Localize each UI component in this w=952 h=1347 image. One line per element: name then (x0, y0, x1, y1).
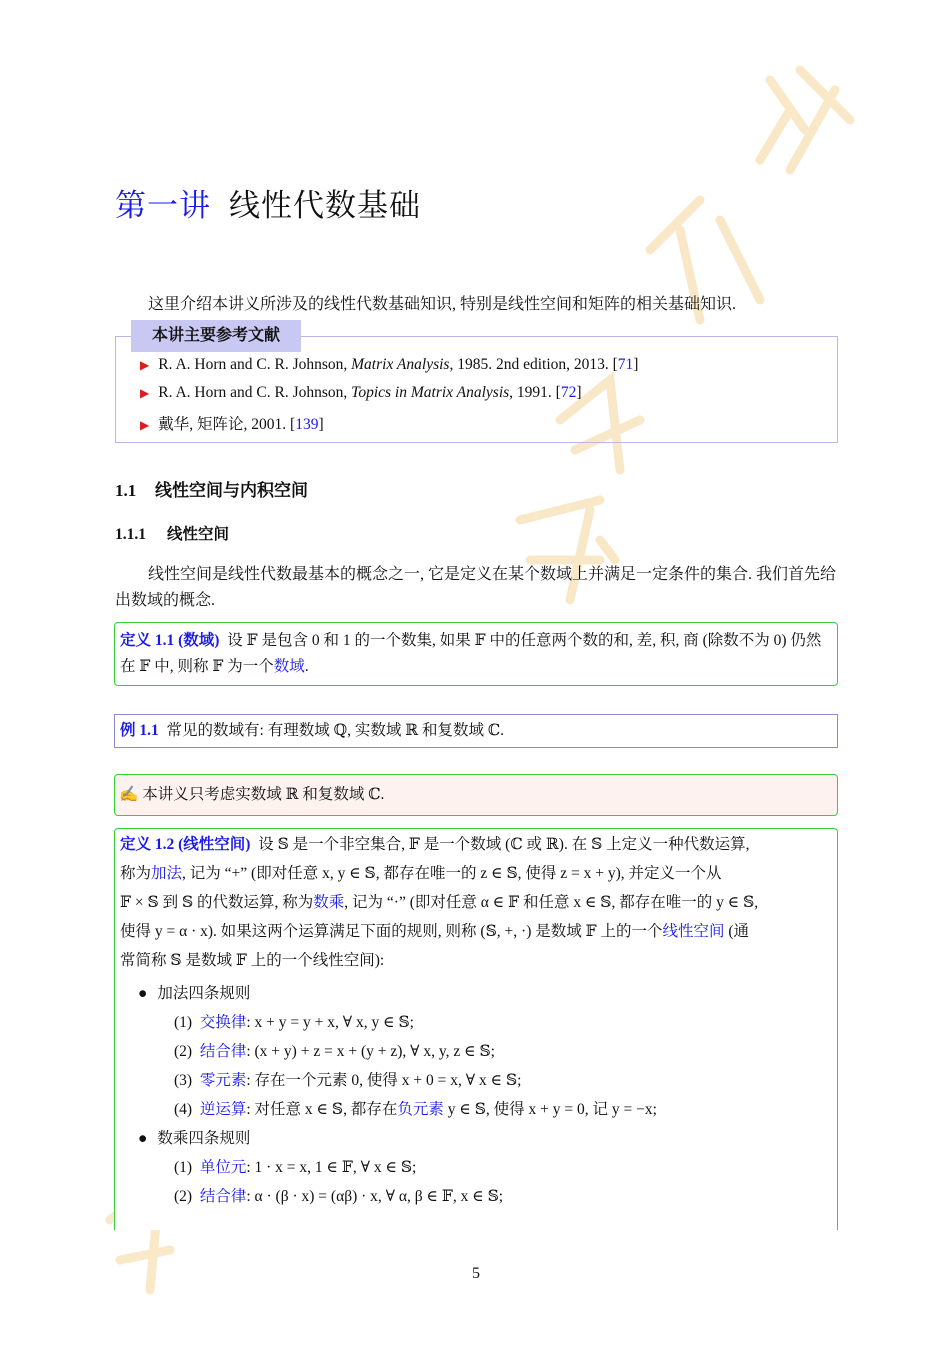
example-label: 例 1.1 (120, 722, 159, 739)
citation-link[interactable]: 71 (617, 356, 634, 373)
pencil-icon: ✍ (119, 786, 139, 803)
citation-link[interactable]: 139 (295, 416, 319, 433)
triangle-bullet-icon: ▶ (140, 386, 150, 400)
subsection-heading: 1.1.1 线性空间 (115, 526, 230, 543)
rule-group-heading: ● 数乘四条规则 (138, 1130, 251, 1147)
reference-item: ▶ R. A. Horn and C. R. Johnson, Matrix Analysis, 1985. 2nd edition, 2013. [71] (140, 356, 639, 373)
rule-item: (2) 结合律: α · (β · x) = (αβ) · x, ∀ α, β ∈ 𝔽, x ∈ 𝕊; (174, 1188, 504, 1205)
term-link[interactable]: 数域 (273, 658, 305, 675)
citation-link[interactable]: 72 (560, 384, 577, 401)
bullet-icon: ● (138, 985, 148, 1002)
chapter-number: 第一讲 (115, 188, 211, 224)
chapter-title-text: 线性代数基础 (229, 188, 421, 224)
reference-item: ▶ 戴华, 矩阵论, 2001. [139] (140, 416, 324, 433)
example-box: 例 1.1 常见的数域有: 有理数域 ℚ, 实数域 ℝ 和复数域 ℂ. (114, 714, 838, 748)
term-link[interactable]: 加法 (151, 865, 183, 882)
rule-item: (3) 零元素: 存在一个元素 0, 使得 x + 0 = x, ∀ x ∈ 𝕊; (174, 1072, 522, 1089)
triangle-bullet-icon: ▶ (140, 418, 150, 432)
rule-item: (2) 结合律: (x + y) + z = x + (y + z), ∀ x, y, z ∈ 𝕊; (174, 1043, 495, 1060)
term-link[interactable]: 线性空间 (662, 923, 725, 940)
body-paragraph: 线性空间是线性代数最基本的概念之一, 它是定义在某个数域上并满足一定条件的集合. 我们首先给出数域的概念. (115, 566, 837, 609)
definition-label: 定义 1.1 (数域) (120, 632, 220, 649)
note-box: ✍ 本讲义只考虑实数域 ℝ 和复数域 ℂ. (114, 774, 838, 816)
intro-paragraph: 这里介绍本讲义所涉及的线性代数基础知识, 特别是线性空间和矩阵的相关基础知识. (148, 296, 737, 313)
references-title: 本讲主要参考文献 (131, 320, 301, 352)
rule-item: (1) 单位元: 1 · x = x, 1 ∈ 𝔽, ∀ x ∈ 𝕊; (174, 1159, 417, 1176)
page-number: 5 (472, 1265, 480, 1282)
rule-item: (4) 逆运算: 对任意 x ∈ 𝕊, 都存在负元素 y ∈ 𝕊, 使得 x + y = 0, 记 y = −x; (174, 1101, 657, 1118)
section-heading: 1.1 线性空间与内积空间 (115, 481, 308, 500)
definition-box: 定义 1.2 (线性空间) 设 𝕊 是一个非空集合, 𝔽 是一个数域 (ℂ 或 ℝ). 在 𝕊 上定义一种代数运算, 称为加法, 记为 “+” (即对任意 x, y ∈ 𝕊, 都存在唯一的 z ∈ 𝕊, 使得 z = x + y), 并定义一个从 𝔽 × 𝕊 到 𝕊 的代数运算, 称为数乘, 记为 “·” (即对任意 α ∈ 𝔽 和任意 x ∈ 𝕊, 都存在唯一的 y ∈ 𝕊, 使得 y = α · x). 如果这两个运算满足下面的规则, 则称 (𝕊, +, ·) 是数域 𝔽 上的一个线性空间 (通 常简称 𝕊 是数域 𝔽 上的一个线性空间): ● 加法四条规则 (1) 交换律: x + y = y + x, ∀ x, y ∈ 𝕊; (2) 结合律: (x + y) + z = x + (y + z), ∀ x, y, z ∈ 𝕊; (3) 零元素: 存在一个元素 0, 使得 x + 0 = x, ∀ x ∈ 𝕊; (4) 逆运算: 对任意 x ∈ 𝕊, 都存在负元素 y ∈ 𝕊, 使得 x + y = 0, 记 y = −x; ● 数乘四条规则 (1) 单位元: 1 · x = x, 1 ∈ 𝔽, ∀ x ∈ 𝕊; (2) 结合律: α · (β · x) = (αβ) · x, ∀ α, β ∈ 𝔽, x ∈ 𝕊; (114, 828, 838, 1230)
definition-box: 定义 1.1 (数域) 设 𝔽 是包含 0 和 1 的一个数集, 如果 𝔽 中的任意两个数的和, 差, 积, 商 (除数不为 0) 仍然在 𝔽 中, 则称 𝔽 为一个数域. (114, 622, 838, 686)
chapter-title (115, 180, 421, 225)
term-link[interactable]: 数乘 (313, 894, 345, 911)
rule-group-heading: ● 加法四条规则 (138, 985, 251, 1002)
triangle-bullet-icon: ▶ (140, 358, 150, 372)
definition-label: 定义 1.2 (线性空间) (120, 836, 251, 853)
reference-item: ▶ R. A. Horn and C. R. Johnson, Topics in Matrix Analysis, 1991. [72] (140, 384, 582, 401)
rule-item: (1) 交换律: x + y = y + x, ∀ x, y ∈ 𝕊; (174, 1014, 414, 1031)
bullet-icon: ● (138, 1130, 148, 1147)
